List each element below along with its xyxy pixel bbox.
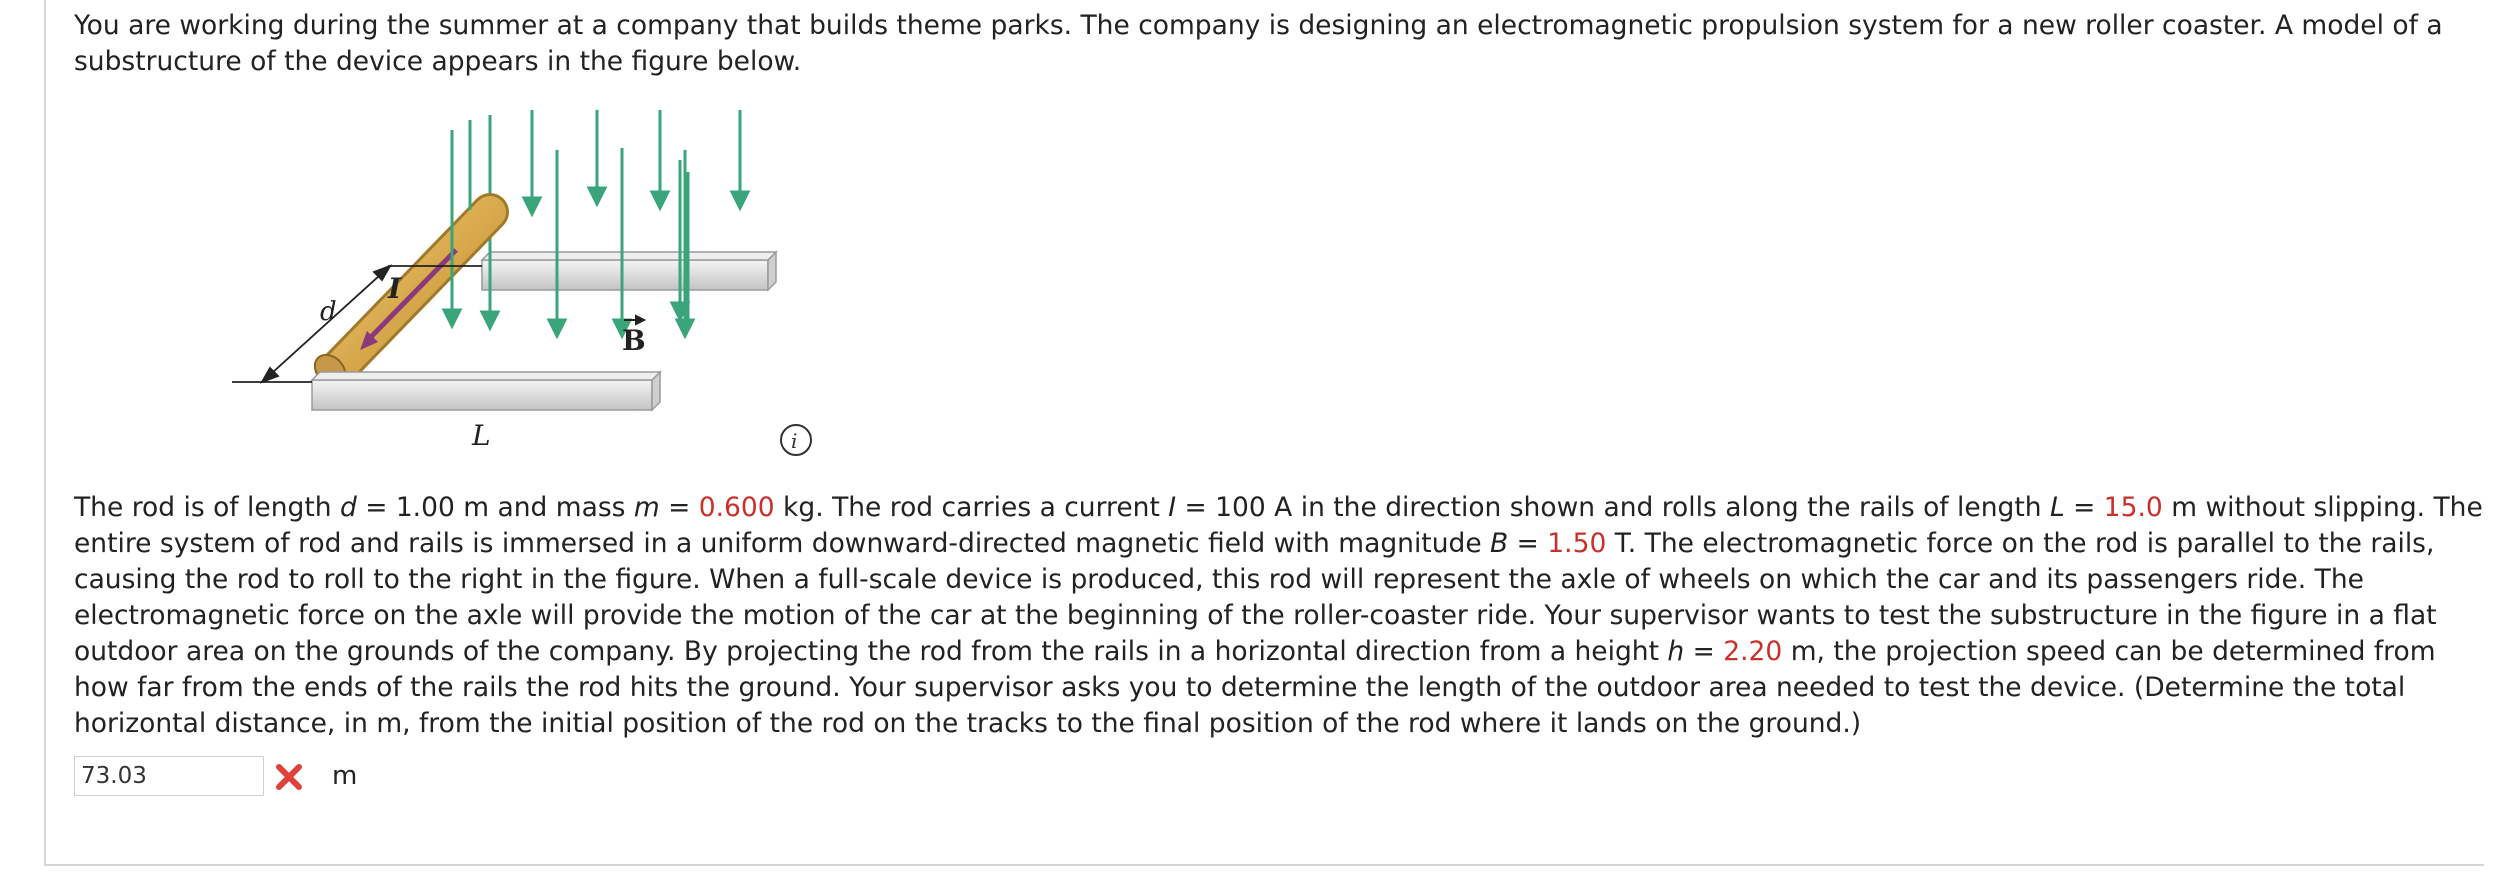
- label-B: B: [622, 324, 646, 357]
- label-I: I: [388, 272, 402, 305]
- magnetic-field-lines: [482, 110, 748, 336]
- problem-text: The rod is of length d = 1.00 m and mass m = 0.600 kg. The rod carries a current I = 100 A in the direction shown and rolls along the rails of length L = 15.0 m without slipping. The entire system of rod and rails is immersed in a uniform downward-directed magnetic field with magnitude B = 1.50 T. The electromagnetic force on the rod is parallel to the rails, causing the rod to roll to the right in the figure. When a full-scale device is produced, this rod will represent the axle of wheels on which the car and its passengers ride. The electromagnetic force on the axle will provide the motion of the car at the beginning of the roller-coaster ride. Your supervisor wants to test the substructure in the figure in a flat outdoor area on the grounds of the company. By projecting the rod from the rails in a horizontal direction from a height h = 2.20 m, the projection speed can be determined from how far from the ends of the rails the rod hits the ground. Your supervisor asks you to determine the length of the outdoor area needed to test the device. (Determine the total horizontal distance, in m, from the initial position of the rod on the tracks to the final position of the rod where it lands on the ground.): [74, 492, 2483, 739]
- answer-unit: m: [332, 761, 358, 791]
- given-mass-value: 0.600: [698, 492, 775, 523]
- front-rail: [312, 372, 660, 410]
- label-d: d: [320, 297, 337, 327]
- wrong-x-icon: [274, 762, 304, 792]
- given-height-value: 2.20: [1723, 636, 1783, 667]
- answer-input[interactable]: [74, 756, 264, 796]
- rail-rod-diagram: [220, 100, 840, 470]
- given-length-value: 15.0: [2103, 492, 2163, 523]
- given-field-value: 1.50: [1547, 528, 1607, 559]
- figure: [220, 100, 840, 470]
- info-icon[interactable]: [781, 425, 811, 455]
- svg-text:i: i: [791, 429, 798, 453]
- label-L: L: [472, 419, 491, 452]
- back-rail: [482, 252, 776, 290]
- current-arrow: [360, 250, 456, 350]
- intro-text: You are working during the summer at a company that builds theme parks. The company is designing an electromagnetic propulsion system for a new roller coaster. A model of a substructure of the device appears in the figure below.: [74, 10, 2443, 77]
